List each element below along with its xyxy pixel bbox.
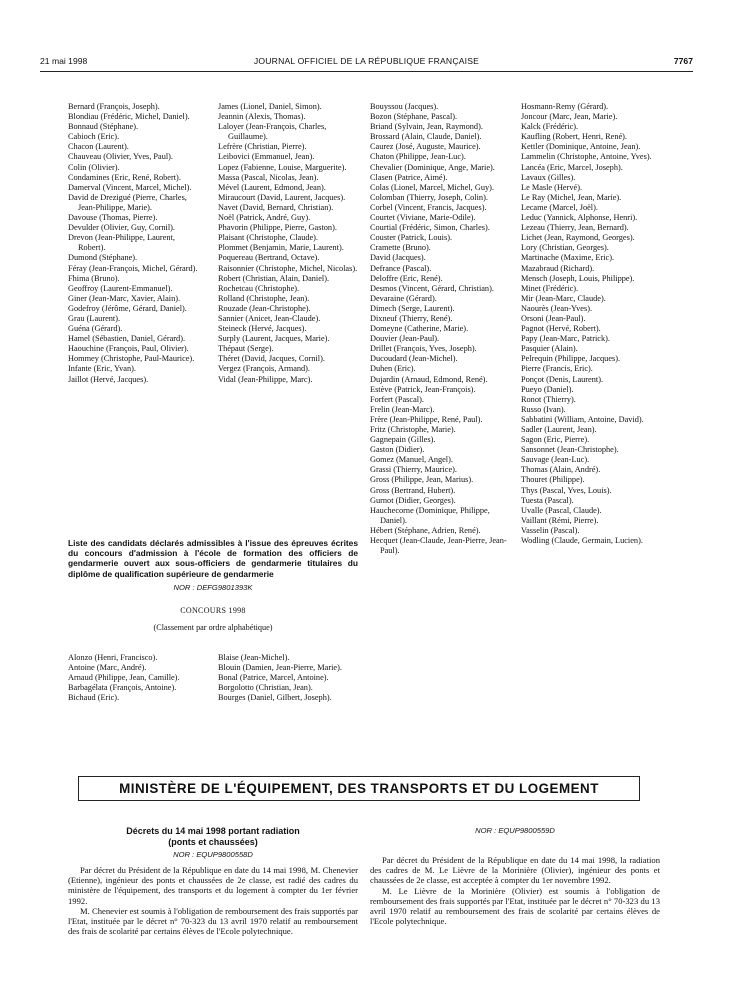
list-item: Rolland (Christophe, Jean). xyxy=(218,293,310,303)
list-item: Gagnepain (Gilles). xyxy=(370,435,436,445)
list-item: Devaraine (Gérard). xyxy=(370,293,437,303)
list-item: Brossard (Alain, Claude, Daniel). xyxy=(370,132,482,142)
list-item: Desmos (Vincent, Gérard, Christian). xyxy=(370,283,494,293)
list-item: Sabbatini (William, Antoine, David). xyxy=(521,414,644,424)
list-item: Briand (Sylvain, Jean, Raymond). xyxy=(370,122,483,132)
list-item: Sansonnet (Jean-Christophe). xyxy=(521,445,619,455)
list-item: Papy (Jean-Marc, Patrick). xyxy=(521,334,610,344)
list-item: Chauveau (Olivier, Yves, Paul). xyxy=(68,152,173,162)
list-item: Pasquier (Alain). xyxy=(521,344,578,354)
decret-paragraph-3: Par décret du Président de la République en date du 14 mai 1998, la radiation des cadres de M. Le Lièvre de la Morinière (Olivier), ingénieur des ponts et chaussées de 2e classe, est acceptée à compter du 1er novembre 1992. xyxy=(370,855,660,886)
list-item: Hamel (Sébastien, Daniel, Gérard). xyxy=(68,334,186,344)
list-item: Blouin (Damien, Jean-Pierre, Marie). xyxy=(218,663,342,673)
decrets-title-2: (ponts et chaussées) xyxy=(168,837,258,847)
list-item: Laloyer (Jean-François, Charles, Guillaume). xyxy=(218,122,327,142)
list-item: Bonal (Patrice, Marcel, Antoine). xyxy=(218,673,329,683)
list-item: Couster (Patrick, Louis). xyxy=(370,233,453,243)
list-item: Jaillot (Hervé, Jacques). xyxy=(68,374,149,384)
list-item: Hecquet (Jean-Claude, Jean-Pierre, Jean-Paul). xyxy=(370,536,507,556)
list-item: Chacon (Laurent). xyxy=(68,142,129,152)
list-item: Lammelin (Christophe, Antoine, Yves). xyxy=(521,152,652,162)
list-item: Blondiau (Frédéric, Michel, Daniel). xyxy=(68,112,190,122)
decret-paragraph-1: Par décret du Président de la République en date du 14 mai 1998, M. Chenevier (Etienne), ingénieur des ponts et chaussées de 2e classe, est radié des cadres du ministère de l'équipement, des transports et du logement à compter du 1er février 1992. xyxy=(68,865,358,906)
list-item: Robert (Christian, Alain, Daniel). xyxy=(218,273,330,283)
list-item: Deloffre (Eric, René). xyxy=(370,273,443,283)
list-item: Hosmann-Remy (Gérard). xyxy=(521,102,609,111)
list-item: Geoffroy (Laurent-Emmanuel). xyxy=(68,283,173,293)
list-item: Davouse (Thomas, Pierre). xyxy=(68,213,158,223)
list-item: Domeyne (Catherine, Marie). xyxy=(370,324,469,334)
decret-nor-1: NOR : EQUP9800558D xyxy=(173,850,253,859)
names-column-1 xyxy=(68,102,198,385)
journal-title: JOURNAL OFFICIEL DE LA RÉPUBLIQUE FRANÇAISE xyxy=(253,56,480,66)
decret-right xyxy=(370,826,660,926)
list-item: Navet (David, Bernard, Christian). xyxy=(218,202,334,212)
list-item: Grau (Laurent). xyxy=(68,313,121,323)
list-item: Gross (Philippe, Jean, Marius). xyxy=(370,475,474,485)
list-item: Pelrequin (Philippe, Jacques). xyxy=(521,354,621,364)
list-item: Damerval (Vincent, Marcel, Michel). xyxy=(68,182,192,192)
section-nor: NOR : DEFG9801393K xyxy=(173,582,253,592)
list-item: Jeannin (Alexis, Thomas). xyxy=(218,112,306,122)
list-item: Alonzo (Henri, Francisco). xyxy=(68,653,158,662)
page-header xyxy=(40,56,693,70)
list-item: Rouzade (Jean-Christophe). xyxy=(218,303,311,313)
list-item: Grassi (Thierry, Maurice). xyxy=(370,465,458,475)
list-item: Colas (Lionel, Marcel, Michel, Guy). xyxy=(370,182,494,192)
list-item: Miraucourt (David, Laurent, Jacques). xyxy=(218,192,346,202)
list-item: Leibovici (Emmanuel, Jean). xyxy=(218,152,315,162)
list-item: David (Jacques). xyxy=(370,253,426,263)
list-item: Devulder (Olivier, Guy, Cornil). xyxy=(68,223,175,233)
list-item: Thouret (Philippe). xyxy=(521,475,585,485)
list-item: Estève (Patrick, Jean-François). xyxy=(370,384,476,394)
list-item: Ducoudard (Jean-Michel). xyxy=(370,354,458,364)
list-item: Barbagélata (François, Antoine). xyxy=(68,683,177,693)
list-item: Lory (Christian, Georges). xyxy=(521,243,609,253)
list-item: Wodling (Claude, Germain, Lucien). xyxy=(521,536,643,546)
list-item: Lefrère (Christian, Pierre). xyxy=(218,142,307,152)
list-item: Sadler (Laurent, Jean). xyxy=(521,425,597,434)
list-item: Plaisant (Christophe, Claude). xyxy=(218,233,319,243)
list-item: Mir (Jean-Marc, Claude). xyxy=(521,293,606,303)
list-item: Hauchecorne (Dominique, Philippe, Daniel). xyxy=(370,505,490,525)
list-item: Pagnot (Hervé, Robert). xyxy=(521,324,601,334)
list-item: Caurez (José, Auguste, Maurice). xyxy=(370,142,481,152)
list-item: Leduc (Yannick, Alphonse, Henri). xyxy=(521,213,638,223)
list-item: Bernard (François, Joseph). xyxy=(68,102,160,111)
concours-label: CONCOURS 1998 xyxy=(180,605,246,615)
decret-left xyxy=(68,826,358,936)
list-item: Minet (Frédéric). xyxy=(521,283,579,293)
names-column-4 xyxy=(521,102,661,546)
list-item: Ponçot (Denis, Laurent). xyxy=(521,374,604,384)
list-item: Plommet (Benjamin, Marie, Laurent). xyxy=(218,243,344,253)
list-item: Gross (Bertrand, Hubert). xyxy=(370,485,456,495)
list-item: Dumond (Stéphane). xyxy=(68,253,138,263)
list-item: Bourges (Daniel, Gilbert, Joseph). xyxy=(218,693,332,703)
list-item: Frelin (Jean-Marc). xyxy=(370,404,435,414)
list-item: Courtet (Viviane, Marie-Odile). xyxy=(370,213,476,223)
list-item: Russo (Ivan). xyxy=(521,404,566,414)
list-item: Giner (Jean-Marc, Xavier, Alain). xyxy=(68,293,181,303)
candidates-column-2 xyxy=(218,653,358,703)
list-item: Duhen (Eric). xyxy=(370,364,416,374)
decret-paragraph-4: M. Le Lièvre de la Morinière (Olivier) est soumis à l'obligation de remboursement des frais supportés par l'Etat, instituée par le décret n° 70-323 du 13 avril 1970 relatif au remboursement des frais de scolarité par certains élèves de l'Ecole polytechnique. xyxy=(370,885,660,927)
list-item: Thomas (Alain, André). xyxy=(521,465,601,475)
list-item: Forfert (Pascal). xyxy=(370,394,424,404)
list-item: Théret (David, Jacques, Cornil). xyxy=(218,354,325,364)
list-item: Colomban (Thierry, Joseph, Colin). xyxy=(370,192,488,202)
list-item: Fhima (Bruno). xyxy=(68,273,120,283)
list-item: Dimech (Serge, Laurent). xyxy=(370,303,455,313)
list-item: Poquereau (Bertrand, Octave). xyxy=(218,253,320,263)
list-item: Sagon (Eric, Pierre). xyxy=(521,435,590,445)
list-item: Phavorin (Philippe, Pierre, Gaston). xyxy=(218,223,337,233)
list-item: Le Ray (Michel, Jean, Marie). xyxy=(521,192,622,202)
list-item: Godefroy (Jérôme, Gérard, Daniel). xyxy=(68,303,187,313)
candidates-column-1 xyxy=(68,653,203,703)
list-item: Kalck (Frédéric). xyxy=(521,122,579,132)
list-item: Mazabraud (Richard). xyxy=(521,263,595,273)
list-item: Steineck (Hervé, Jacques). xyxy=(218,324,307,334)
list-item: Uvalle (Pascal, Claude). xyxy=(521,505,602,515)
list-item: Thépaut (Serge). xyxy=(218,344,274,354)
list-item: Raisonnier (Christophe, Michel, Nicolas). xyxy=(218,263,358,273)
list-item: Bonnaud (Stéphane). xyxy=(68,122,139,132)
list-item: Vergez (François, Armand). xyxy=(218,364,311,374)
list-item: Cabioch (Eric). xyxy=(68,132,120,142)
list-item: Defrance (Pascal). xyxy=(370,263,432,273)
list-item: Courtial (Frédéric, Simon, Charles). xyxy=(370,223,490,233)
list-item: Guéna (Gérard). xyxy=(68,324,123,334)
list-item: Gurnot (Didier, Georges). xyxy=(370,495,456,505)
decret-nor-2: NOR : EQUP9800559D xyxy=(475,826,555,835)
list-item: Chevalier (Dominique, Ange, Marie). xyxy=(370,162,495,172)
list-item: Orsoni (Jean-Paul). xyxy=(521,313,586,323)
list-item: Antoine (Marc, André). xyxy=(68,663,147,673)
list-item: Lezeau (Thierry, Jean, Bernard). xyxy=(521,223,629,233)
list-item: Bouyssou (Jacques). xyxy=(370,102,439,111)
list-item: Lichet (Jean, Raymond, Georges). xyxy=(521,233,635,243)
decrets-title-1: Décrets du 14 mai 1998 portant radiation xyxy=(126,826,300,836)
header-rule xyxy=(40,71,693,72)
list-item: Cramette (Bruno). xyxy=(370,243,431,253)
list-item: Arnaud (Philippe, Jean, Camille). xyxy=(68,673,180,683)
list-item: Infante (Eric, Yvan). xyxy=(68,364,136,374)
names-column-2 xyxy=(218,102,358,385)
list-item: Frère (Jean-Philippe, René, Paul). xyxy=(370,414,483,424)
list-item: Bichaud (Eric). xyxy=(68,693,120,703)
list-item: Borgolotto (Christian, Jean). xyxy=(218,683,313,693)
list-item: David de Drezigué (Pierre, Charles, Jean-Philippe, Marie). xyxy=(68,192,187,212)
list-item: Le Masle (Hervé). xyxy=(521,182,583,192)
names-column-3 xyxy=(370,102,510,556)
list-item: Martinache (Maxime, Eric). xyxy=(521,253,615,263)
list-item: Kaufling (Robert, Henri, René). xyxy=(521,132,627,142)
list-item: Mensch (Joseph, Louis, Philippe). xyxy=(521,273,635,283)
list-item: Lecame (Marcel, Joël). xyxy=(521,202,598,212)
page-number: 7767 xyxy=(673,56,693,66)
list-item: Thys (Pascal, Yves, Louis). xyxy=(521,485,612,495)
list-item: James (Lionel, Daniel, Simon). xyxy=(218,102,322,111)
ministere-banner: MINISTÈRE DE L'ÉQUIPEMENT, DES TRANSPORTS ET DU LOGEMENT xyxy=(78,776,640,801)
list-item: Rochetcau (Christophe). xyxy=(218,283,300,293)
list-item: Drevon (Jean-Philippe, Laurent, Robert). xyxy=(68,233,175,253)
list-item: Noël (Patrick, André, Guy). xyxy=(218,213,311,223)
list-item: Vidal (Jean-Philippe, Marc). xyxy=(218,374,313,384)
list-item: Mével (Laurent, Edmond, Jean). xyxy=(218,182,326,192)
list-item: Pueyo (Daniel). xyxy=(521,384,574,394)
classement-label: (Classement par ordre alphabétique) xyxy=(153,622,273,632)
list-item: Sannier (Anicet, Jean-Claude). xyxy=(218,313,321,323)
list-item: Pierre (Francis, Eric). xyxy=(521,364,593,374)
list-item: Dixneuf (Thierry, René). xyxy=(370,313,453,323)
list-item: Lavaux (Gilles). xyxy=(521,172,576,182)
list-item: Naourès (Jean-Yves). xyxy=(521,303,593,313)
list-item: Kettler (Dominique, Antoine, Jean). xyxy=(521,142,641,152)
decret-paragraph-2: M. Chenevier est soumis à l'obligation de remboursement des frais supportés par l'Etat, instituée par le décret n° 70-323 du 13 avril 1970 relatif au remboursement des frais de scolarité par certains élèves de l'Ecole polytechnique. xyxy=(68,905,358,937)
list-item: Hommey (Christophe, Paul-Maurice). xyxy=(68,354,195,364)
list-item: Corbel (Vincent, Francis, Jacques). xyxy=(370,202,487,212)
list-item: Colin (Olivier). xyxy=(68,162,120,172)
list-item: Drillet (François, Yves, Joseph). xyxy=(370,344,477,354)
list-item: Hébert (Stéphane, Adrien, René). xyxy=(370,525,481,535)
list-item: Bozon (Stéphane, Pascal). xyxy=(370,112,458,122)
list-item: Haouchine (François, Paul, Olivier). xyxy=(68,344,189,354)
header-date: 21 mai 1998 xyxy=(40,56,88,66)
list-item: Ronot (Thierry). xyxy=(521,394,576,404)
list-item: Clasen (Patrice, Aimé). xyxy=(370,172,448,182)
section-title: Liste des candidats déclarés admissibles à l'issue des épreuves écrites du concours d'admission à l'école de formation des officiers de gendarmerie ouvert aux sous-officiers de gendarmerie titulaires du diplôme de qualification supérieure de gendarmerie xyxy=(68,538,358,579)
list-item: Surply (Laurent, Jacques, Marie). xyxy=(218,334,330,344)
list-item: Chaton (Philippe, Jean-Luc). xyxy=(370,152,466,162)
list-item: Joncour (Marc, Jean, Marie). xyxy=(521,112,618,122)
list-item: Tuesta (Pascal). xyxy=(521,495,574,505)
list-item: Lancéa (Eric, Marcel, Joseph). xyxy=(521,162,623,172)
list-item: Dujardin (Arnaud, Edmond, René). xyxy=(370,374,488,384)
list-item: Vasselin (Pascal). xyxy=(521,525,580,535)
list-item: Gaston (Didier). xyxy=(370,445,425,455)
list-item: Douvier (Jean-Paul). xyxy=(370,334,440,344)
list-item: Massa (Pascal, Nicolas, Jean). xyxy=(218,172,319,182)
admissibles-section xyxy=(68,538,358,632)
list-item: Condamines (Eric, René, Robert). xyxy=(68,172,181,182)
list-item: Lopez (Fabienne, Louise, Marguerite). xyxy=(218,162,347,172)
list-item: Féray (Jean-François, Michel, Gérard). xyxy=(68,263,198,273)
list-item: Gomez (Manuel, Angel). xyxy=(370,455,453,465)
list-item: Vaillant (Rémi, Pierre). xyxy=(521,515,599,525)
list-item: Blaise (Jean-Michel). xyxy=(218,653,290,662)
list-item: Sauvage (Jean-Luc). xyxy=(521,455,590,465)
list-item: Fritz (Christophe, Marie). xyxy=(370,425,456,434)
